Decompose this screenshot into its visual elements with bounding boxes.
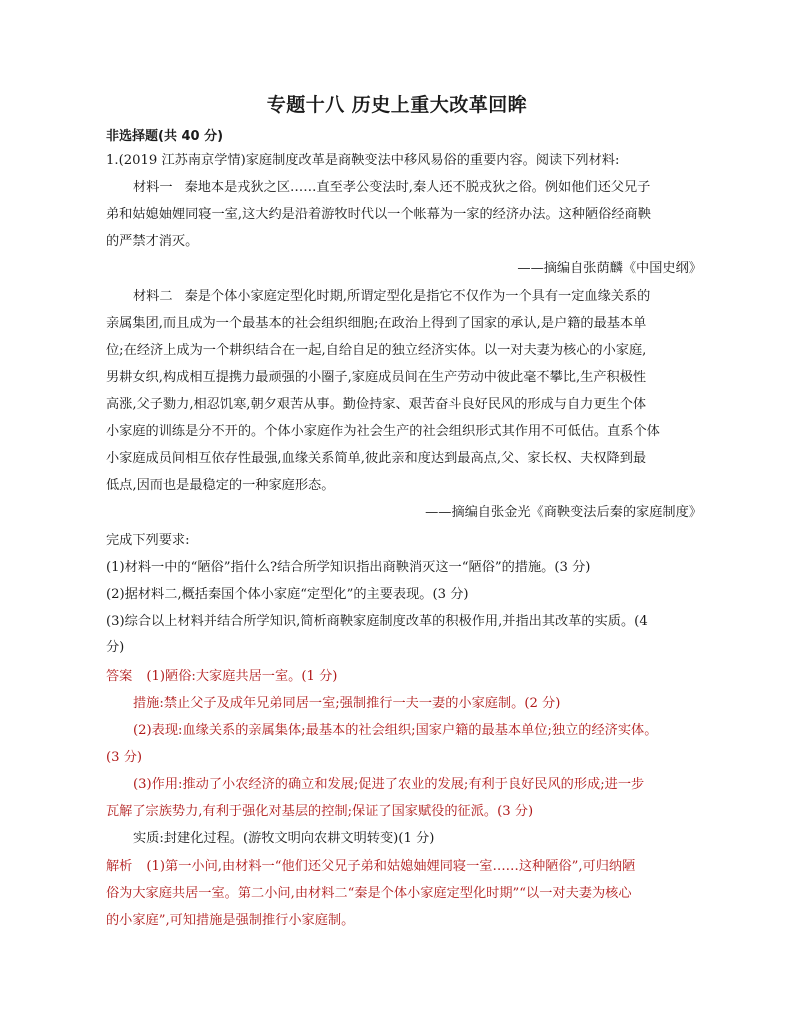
question-stem: 1.(2019 江苏南京学情)家庭制度改革是商鞅变法中移风易俗的重要内容。阅读下列材料: xyxy=(106,153,620,168)
answer-line: 实质:封建化过程。(游牧文明向农耕文明转变)(1 分) xyxy=(133,831,435,846)
material1-label: 材料一 xyxy=(133,180,173,195)
answer-line: (3 分) xyxy=(106,750,143,765)
page-title: 专题十八 历史上重大改革回眸 xyxy=(266,94,528,116)
sub-question: 分) xyxy=(106,640,125,655)
answer-line: 答案 (1)陋俗:大家庭共居一室。(1 分) xyxy=(106,669,338,684)
material2-line: 小家庭的训练是分不开的。个体小家庭作为社会生产的社会组织形式其作用不可低估。直系个体 xyxy=(106,424,660,439)
instruction: 完成下列要求: xyxy=(106,533,190,548)
material2-line: 材料二 秦是个体小家庭定型化时期,所谓定型化是指它不仅作为一个具有一定血缘关系的 xyxy=(133,289,651,304)
answer-line: 瓦解了宗族势力,有利于强化对基层的控制;保证了国家赋役的征派。(3 分) xyxy=(106,804,534,819)
material2-source: ——摘编自张金光《商鞅变法后秦的家庭制度》 xyxy=(425,505,702,520)
answer-line: (3)作用:推动了小农经济的确立和发展;促进了农业的发展;有利于良好民风的形成;进一步 xyxy=(133,777,645,792)
analysis-line: 解析 (1)第一小问,由材料一“他们还父兄子弟和姑媳妯娌同寝一室……这种陋俗”,可归纳陋 xyxy=(106,859,636,874)
material2-line: 亲属集团,而且成为一个最基本的社会组织细胞;在政治上得到了国家的承认,是户籍的最基本单 xyxy=(106,316,647,331)
sub-question: (2)据材料二,概括秦国个体小家庭“定型化”的主要表现。(3 分) xyxy=(106,587,469,602)
answer-line: 措施:禁止父子及成年兄弟同居一室;强制推行一夫一妻的小家庭制。(2 分) xyxy=(133,696,561,711)
answer-line: (2)表现:血缘关系的亲属集体;最基本的社会组织;国家户籍的最基本单位;独立的经济实体。 xyxy=(133,723,658,738)
material2-line: 高涨,父子勠力,相忍饥寒,朝夕艰苦从事。勤俭持家、艰苦奋斗良好民风的形成与自力更生个体 xyxy=(106,397,647,412)
material2-line: 男耕女织,构成相互提携力最顽强的小圈子,家庭成员间在生产劳动中彼此毫不攀比,生产积极性 xyxy=(106,370,647,385)
material2-line: 低点,因而也是最稳定的一种家庭形态。 xyxy=(106,478,335,493)
material1-line: 材料一 秦地本是戎狄之区……直至孝公变法时,秦人还不脱戎狄之俗。例如他们还父兄子 xyxy=(133,180,651,195)
sub-question: (3)综合以上材料并结合所学知识,简析商鞅家庭制度改革的积极作用,并指出其改革的实质。(4 xyxy=(106,614,648,629)
section-heading: 非选择题(共 40 分) xyxy=(106,129,224,144)
material2-label: 材料二 xyxy=(133,289,173,304)
sub-question: (1)材料一中的“陋俗”指什么?结合所学知识指出商鞅消灭这一“陋俗”的措施。(3 分) xyxy=(106,560,591,575)
material1-line: 弟和姑媳妯娌同寝一室,这大约是沿着游牧时代以一个帐幕为一家的经济办法。这种陋俗经商鞅 xyxy=(106,207,651,222)
material2-line: 位;在经济上成为一个耕织结合在一起,自给自足的独立经济实体。以一对夫妻为核心的小家庭, xyxy=(106,343,647,358)
analysis-label: 解析 xyxy=(106,859,133,874)
material1-source: ——摘编自张荫麟《中国史纲》 xyxy=(517,261,702,276)
material1-line: 的严禁才消灭。 xyxy=(106,234,199,249)
analysis-line: 俗为大家庭共居一室。第二小问,由材料二“秦是个体小家庭定型化时期”“以一对夫妻为核心 xyxy=(106,886,632,901)
material2-line: 小家庭成员间相互依存性最强,血缘关系简单,彼此亲和度达到最高点,父、家长权、夫权降到最 xyxy=(106,451,647,466)
analysis-line: 的小家庭”,可知措施是强制推行小家庭制。 xyxy=(106,913,355,928)
answer-label: 答案 xyxy=(106,669,133,684)
